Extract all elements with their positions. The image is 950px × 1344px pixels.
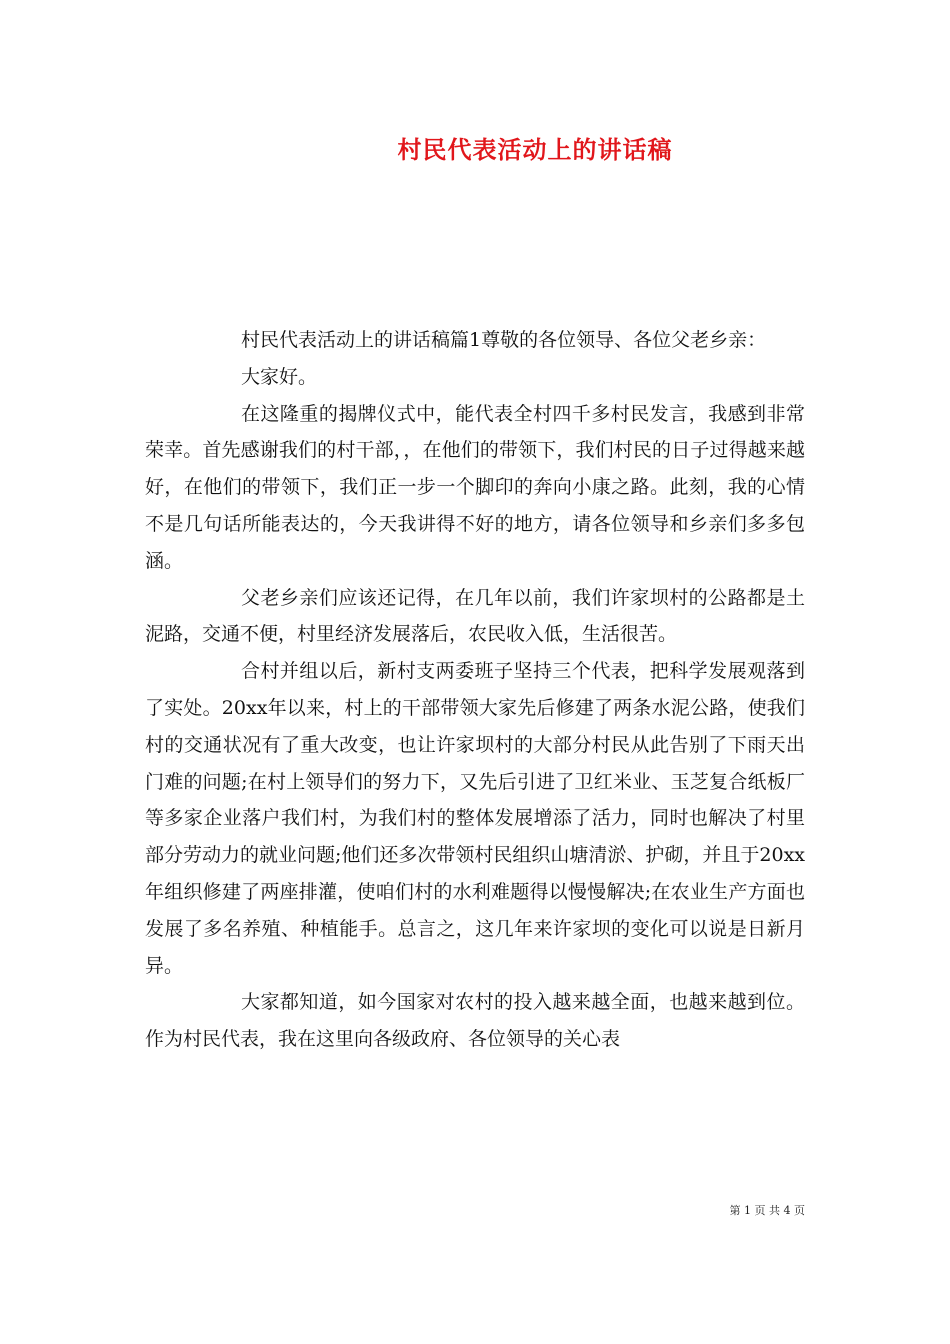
page-number: 第 1 页 共 4 页 (729, 1204, 805, 1217)
document-title: 村民代表活动上的讲话稿 (397, 135, 673, 164)
paragraph-past: 父老乡亲们应该还记得，在几年以前，我们许家坝村的公路都是土泥路，交通不便，村里经济发展落后，农民收入低，生活很苦。 (145, 586, 805, 646)
paragraph-greeting: 村民代表活动上的讲话稿篇1尊敬的各位领导、各位父老乡亲： (241, 329, 767, 351)
paragraph-investment: 大家都知道，如今国家对农村的投入越来越全面，也越来越到位。作为村民代表，我在这里向各级政府、各位领导的关心表 (145, 991, 805, 1051)
document-body (145, 322, 805, 1058)
paragraph-thanks: 在这隆重的揭牌仪式中，能代表全村四千多村民发言，我感到非常荣幸。首先感谢我们的村干部，，在他们的带领下，我们村民的日子过得越来越好，在他们的带领下，我们正一步一个脚印的奔向小康之路。此刻，我的心情不是几句话所能表达的，今天我讲得不好的地方，请各位领导和乡亲们多多包涵。 (145, 402, 805, 572)
paragraph-hello: 大家好。 (241, 365, 318, 388)
paragraph-development: 合村并组以后，新村支两委班子坚持三个代表，把科学发展观落到了实处。20xx年以来，村上的干部带领大家先后修建了两条水泥公路，使我们村的交通状况有了重大改变，也让许家坝村的大部分村民从此告别了下雨天出门难的问题;在村上领导们的努力下，又先后引进了卫红米业、玉芝复合纸板厂等多家企业落户我们村，为我们村的整体发展增添了活力，同时也解决了村里部分劳动力的就业问题;他们还多次带领村民组织山塘清淤、护砌，并且于20xx年组织修建了两座排灌，使咱们村的水利难题得以慢慢解决;在农业生产方面也发展了多名养殖、种植能手。总言之，这几年来许家坝的变化可以说是日新月异。 (145, 660, 806, 977)
